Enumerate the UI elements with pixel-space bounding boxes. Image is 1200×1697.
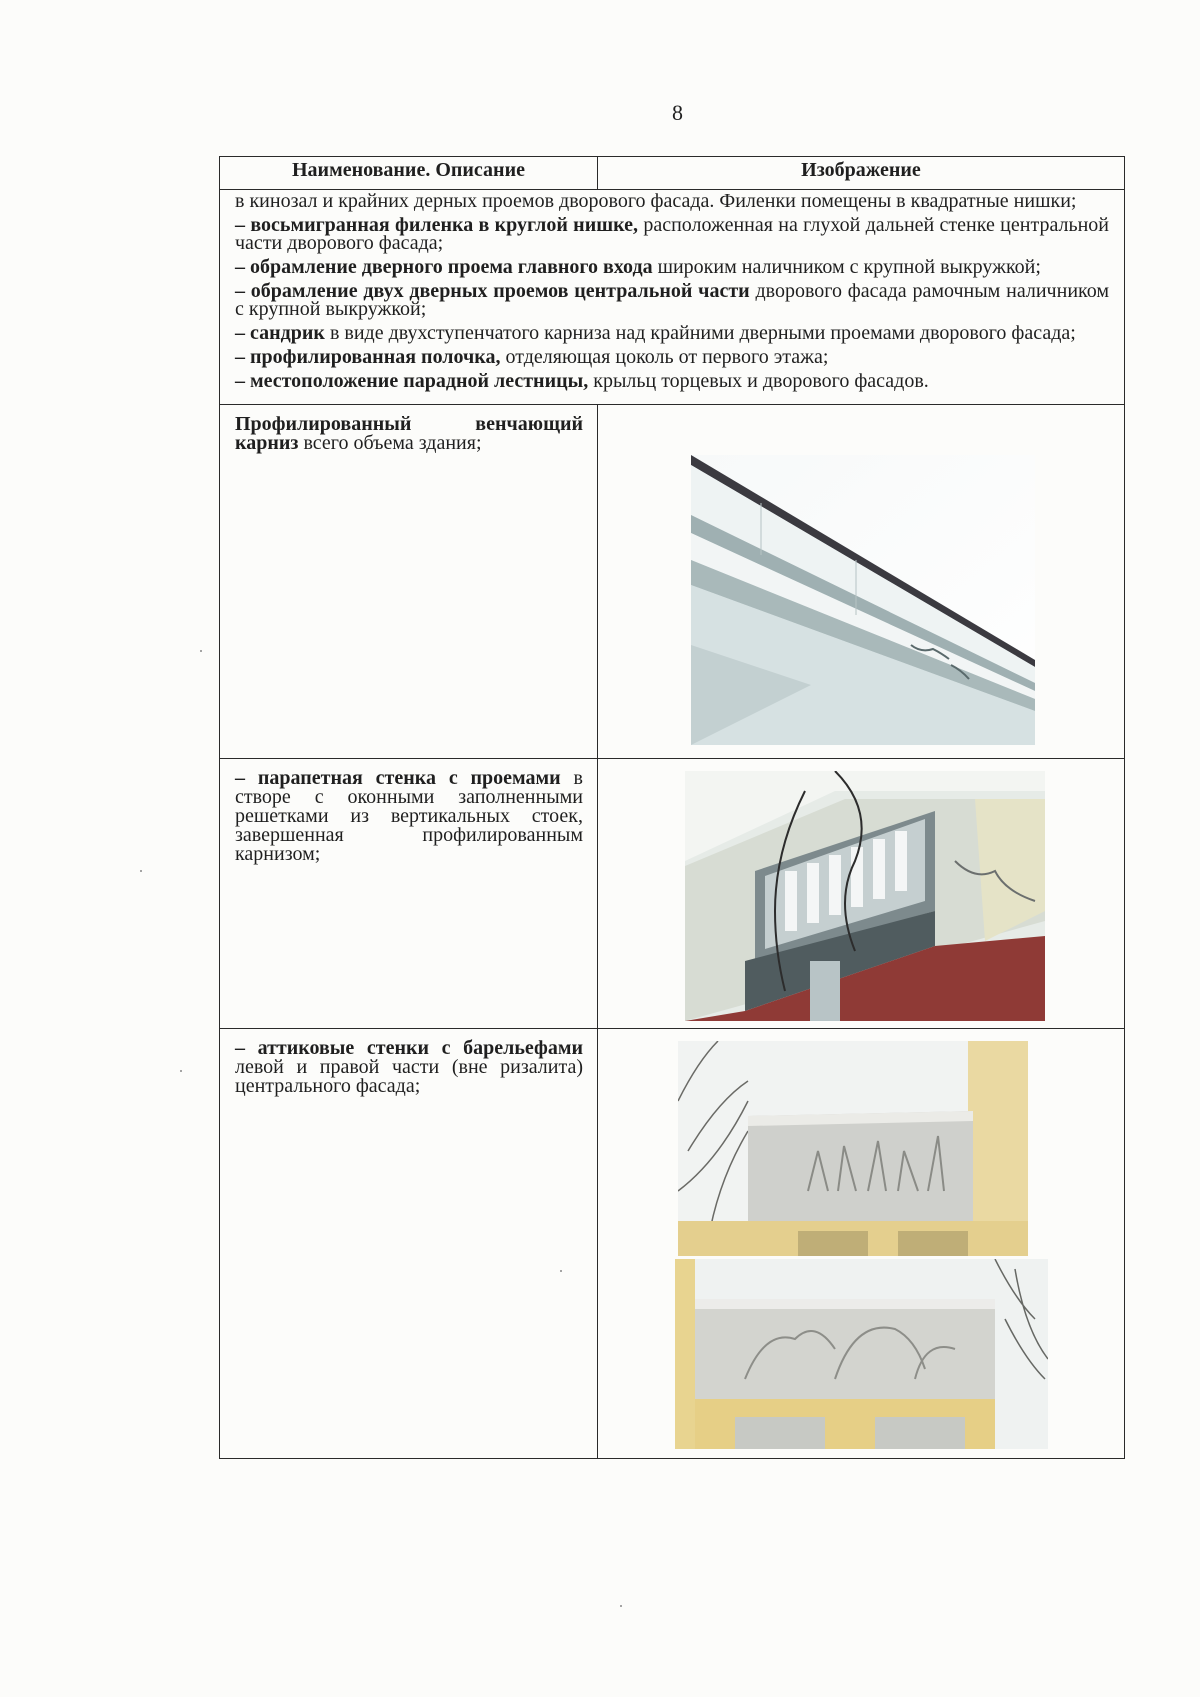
intro-cell	[220, 190, 1125, 405]
image-cell	[598, 405, 1125, 759]
scan-speck	[620, 1605, 622, 1607]
item-text: крыльц торцевых и дворового фасадов.	[588, 370, 929, 392]
item-text: в створе с оконными заполненными решетками из вертикальных стоек, завершенная профилированным карнизом;	[235, 767, 583, 865]
item-title: – обрамление двух дверных проемов центральной части	[235, 280, 750, 302]
item-title: – сандрик	[235, 322, 325, 344]
list-item	[235, 348, 1109, 366]
scan-speck	[180, 1070, 182, 1072]
header-image: Изображение	[598, 157, 1125, 190]
header-description: Наименование. Описание	[220, 157, 598, 190]
image-cell	[598, 759, 1125, 1029]
item-text: широким наличником с крупной выкружкой;	[652, 256, 1041, 278]
scan-speck	[200, 650, 202, 652]
table-header-row	[220, 157, 1125, 190]
cornice-photo	[691, 455, 1035, 745]
item-title: – профилированная полочка,	[235, 346, 501, 368]
scan-speck	[560, 1270, 562, 1272]
item-text: всего объема здания;	[298, 432, 482, 454]
attic-photo-right	[675, 1259, 1048, 1449]
list-item	[235, 258, 1109, 276]
item-text: дворового фасада рамочным наличником с крупной выкружкой;	[235, 280, 1109, 320]
item-title: – парапетная стенка с проемами	[235, 767, 561, 789]
list-item	[235, 216, 1109, 252]
item-text: в виде двухступенчатого карниза над крайними дверными проемами дворового фасада;	[324, 322, 1076, 344]
item-title: – аттиковые стенки с барельефами	[235, 1037, 583, 1059]
attic-photo-left	[678, 1041, 1028, 1256]
table-row	[220, 1029, 1125, 1459]
table-row	[220, 405, 1125, 759]
page-number: 8	[672, 100, 683, 125]
description-cell	[220, 405, 598, 759]
list-item	[235, 282, 1109, 318]
description-cell	[220, 1029, 598, 1459]
item-title: Профилированный венчающий карниз	[235, 413, 583, 454]
item-text: левой и правой части (вне ризалита) центрального фасада;	[235, 1056, 583, 1097]
heritage-table	[219, 156, 1125, 1459]
description-cell	[220, 759, 598, 1029]
table-row	[220, 759, 1125, 1029]
list-item	[235, 372, 1109, 390]
item-text: расположенная на глухой дальней стенке центральной части дворового фасада;	[235, 214, 1109, 254]
intro-row	[220, 190, 1125, 405]
list-item	[235, 324, 1109, 342]
item-text: отделяющая цоколь от первого этажа;	[500, 346, 829, 368]
image-cell	[598, 1029, 1125, 1459]
item-title: – обрамление дверного проема главного входа	[235, 256, 653, 278]
scan-speck	[140, 870, 142, 872]
parapet-photo	[685, 771, 1045, 1021]
item-title: – местоположение парадной лестницы,	[235, 370, 589, 392]
item-title: – восьмигранная филенка в круглой нишке,	[235, 214, 639, 236]
intro-line: в кинозал и крайних дерных проемов дворового фасада. Филенки помещены в квадратные нишки;	[235, 190, 1077, 212]
